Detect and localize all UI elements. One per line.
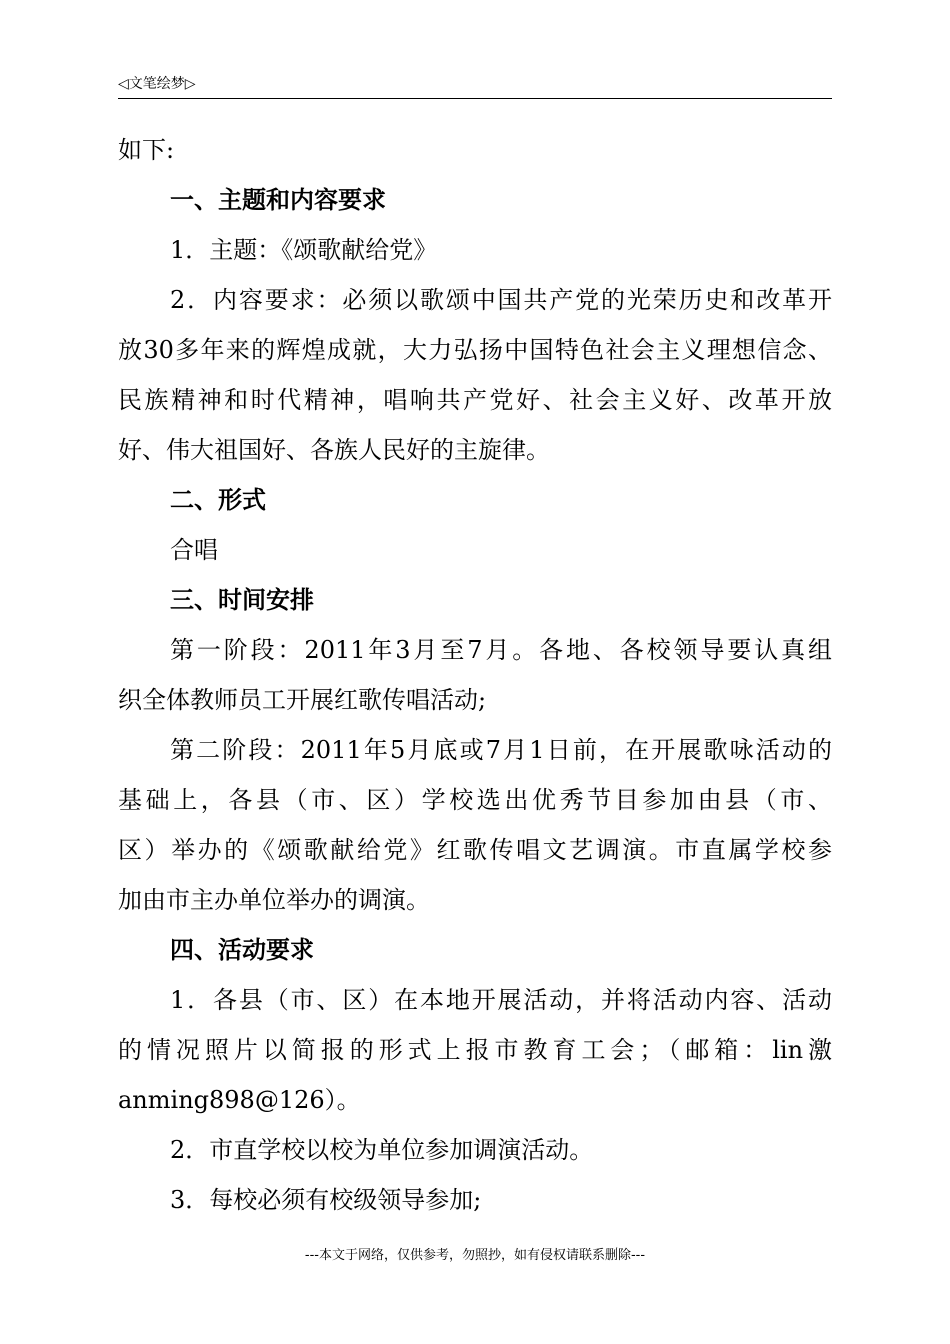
- section-heading-2: 二、形式: [170, 486, 266, 514]
- page-header: [118, 74, 832, 99]
- intro-text: 如下:: [118, 136, 175, 164]
- requirement-one-line-3: anming898@126）。: [118, 1086, 361, 1114]
- section-heading-3: 三、时间安排: [170, 586, 314, 614]
- stage-two-line-1: 第二阶段：2011年5月底或7月1日前，在开展歌咏活动的: [170, 736, 832, 764]
- requirement-one-line-1: 1．各县（市、区）在本地开展活动，并将活动内容、活动: [170, 986, 832, 1014]
- header-title: ◁文笔绘梦▷: [118, 76, 196, 92]
- content-requirement-line-3: 民族精神和时代精神，唱响共产党好、社会主义好、改革开放: [118, 386, 832, 414]
- stage-two-line-4: 加由市主办单位举办的调演。: [118, 886, 430, 914]
- stage-two-line-3: 区）举办的《颂歌献给党》红歌传唱文艺调演。市直属学校参: [118, 836, 832, 864]
- stage-one-line-1: 第一阶段：2011年3月至7月。各地、各校领导要认真组: [170, 636, 832, 664]
- content-requirement-line-2: 放30多年来的辉煌成就，大力弘扬中国特色社会主义理想信念、: [118, 336, 832, 364]
- requirement-two-line: 2．市直学校以校为单位参加调演活动。: [170, 1136, 594, 1164]
- requirement-one-line-2: 的情况照片以简报的形式上报市教育工会；（邮箱：lin激: [118, 1036, 832, 1064]
- content-requirement-line-4: 好、伟大祖国好、各族人民好的主旋律。: [118, 436, 550, 464]
- stage-one-line-2: 织全体教师员工开展红歌传唱活动;: [118, 686, 487, 714]
- page-footer: ---本文于网络，仅供参考，勿照抄，如有侵权请联系删除---: [304, 1248, 646, 1263]
- requirement-three-line: 3．每校必须有校级领导参加;: [170, 1186, 482, 1214]
- theme-line: 1．主题：《颂歌献给党》: [170, 236, 438, 264]
- content-requirement-line-1: 2．内容要求：必须以歌颂中国共产党的光荣历史和改革开: [170, 286, 832, 314]
- form-text: 合唱: [170, 536, 218, 564]
- section-heading-4: 四、活动要求: [170, 936, 314, 964]
- stage-two-line-2: 基础上，各县（市、区）学校选出优秀节目参加由县（市、: [118, 786, 832, 814]
- section-heading-1: 一、主题和内容要求: [170, 186, 386, 214]
